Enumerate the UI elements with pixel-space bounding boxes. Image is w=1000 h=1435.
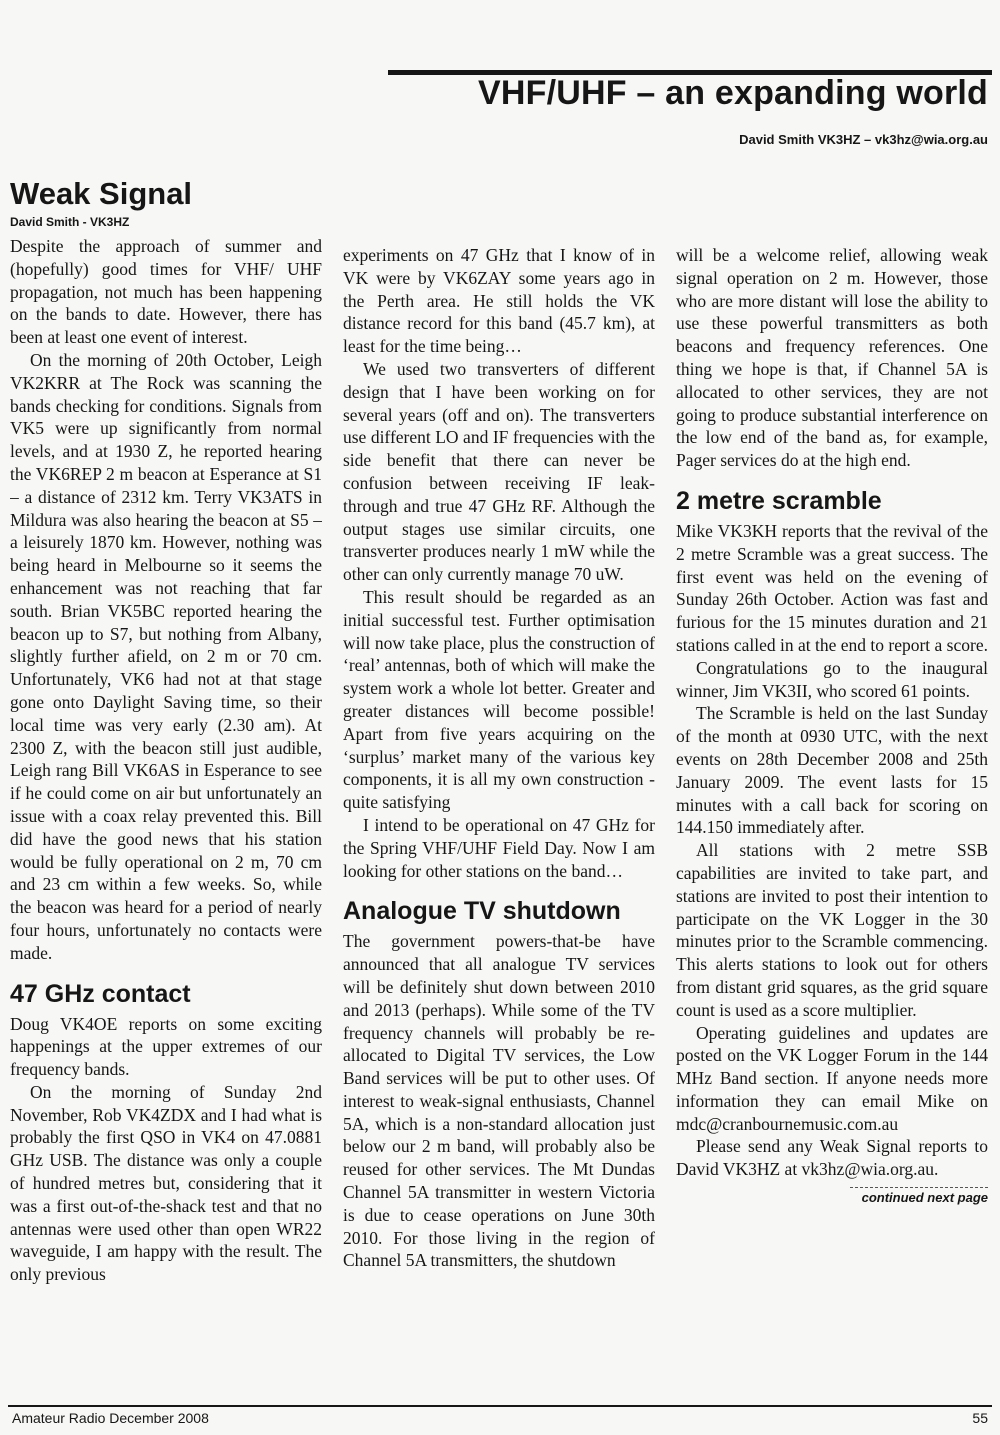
footer-publication: Amateur Radio December 2008	[12, 1410, 209, 1426]
continued-next-page: continued next page	[861, 1190, 988, 1206]
paragraph: On the morning of 20th October, Leigh VK2KRR at The Rock was scanning the bands checking for conditions. Signals from VK5 were up significantly from normal levels, and at 1930 Z, he reported hearing the VK6REP 2 m beacon at Esperance at S1 – a distance of 2312 km. Terry VK3ATS in Mildura was also hearing the beacon at S5 – a leisurely 1870 km. However, nothing was being heard in Melbourne so it seems the enhancement was not reaching that far south. Brian VK5BC reported hearing the beacon up to S7, but nothing from Albany, slightly further afield, on 2 m or 70 cm. Unfortunately, VK6 had not at that stage gone onto Daylight Saving time, so their local time was very early (2.30 am). At 2300 Z, with the beacon still just audible, Leigh rang Bill VK6AS in Esperance to see if he could come on air but unfortunately an issue with a coax relay prevented this. Bill did have the good news that his station would be fully operational on 2 m, 70 cm and 23 cm within a few weeks. So, while the beacon was heard for a period of nearly four hours, unfortunately no contacts were made.	[10, 349, 322, 963]
paragraph: The Scramble is held on the last Sunday of the month at 0930 UTC, with the next events on 28th December 2008 and 25th January 2009. The event lasts for 15 minutes with a call back for scoring on 144.150 immediately after.	[676, 703, 988, 838]
paragraph: This result should be regarded as an initial successful test. Further optimisation will now take place, plus the construction of ‘real’ antennas, both of which will make the system work a whole lot better. Greater and greater distances will become possible! Apart from five years acquiring on the ‘surplus’ market many of the various key components, it is all my own construction - quite satisfying	[343, 586, 655, 813]
section-heading-47ghz: 47 GHz contact	[10, 979, 191, 1008]
section-byline: David Smith - VK3HZ	[10, 215, 130, 229]
footer-rule	[8, 1405, 992, 1407]
paragraph: On the morning of Sunday 2nd November, Rob VK4ZDX and I had what is probably the first QSO in VK4 on 47.0881 GHz USB. The distance was only a couple of hundred metres but, considering that it was a first out-of-the-shack test and that no antennas were used other than open WR22 waveguide, I am happy with the result. The only previous	[10, 1081, 322, 1285]
paragraph: Doug VK4OE reports on some exciting happenings at the upper extremes of our frequency bands.	[10, 1013, 322, 1080]
paragraph: We used two transverters of different design that I have been working on for several years (off and on). The transverters use different LO and IF frequencies with the side benefit that there can never be confusion between receiving IF leak-through and true 47 GHz RF. Although the output stages use similar circuits, one transverter produces nearly 1 mW while the other can only currently manage 70 uW.	[343, 358, 655, 585]
paragraph: Please send any Weak Signal reports to David VK3HZ at vk3hz@wia.org.au.	[676, 1136, 988, 1180]
paragraph: Congratulations go to the inaugural winner, Jim VK3II, who scored 61 points.	[676, 657, 988, 701]
column-byline: David Smith VK3HZ – vk3hz@wia.org.au	[739, 132, 988, 147]
paragraph: Operating guidelines and updates are posted on the VK Logger Forum in the 144 MHz Band section. If anyone needs more information they can email Mike on mdc@cranbournemusic.com.au	[676, 1022, 988, 1134]
paragraph: Mike VK3KH reports that the revival of the 2 metre Scramble was a great success. The first event was held on the evening of Sunday 26th October. Action was fast and furious for the 15 minutes duration and 21 stations called in at the end to report a score.	[676, 520, 988, 655]
paragraph: experiments on 47 GHz that I know of in VK were by VK6ZAY some years ago in the Perth area. He still holds the VK distance record for this band (45.7 km), at least for the time being…	[343, 245, 655, 357]
page-title: VHF/UHF – an expanding world	[478, 74, 988, 112]
page-number: 55	[972, 1410, 988, 1426]
paragraph: I intend to be operational on 47 GHz for the Spring VHF/UHF Field Day. Now I am looking for other stations on the band…	[343, 814, 655, 881]
column-1	[10, 176, 322, 1375]
paragraph: The government powers-that-be have announced that all analogue TV services will be definitely shut down between 2010 and 2013 (perhaps). While some of the TV frequency channels will probably be re-allocated to Digital TV services, the Low Band services will be put to other uses. Of interest to weak-signal enthusiasts, Channel 5A, which is a non-standard allocation just below our 2 m band, will probably also be reused for other services. The Mt Dundas Channel 5A transmitter in western Victoria is due to cease operations on June 30th 2010. For those living in the region of Channel 5A transmitters, the shutdown	[343, 931, 655, 1271]
paragraph: All stations with 2 metre SSB capabilities are invited to take part, and stations are invited to post their intention to participate on the VK Logger in the 30 minutes prior to the Scramble commencing. This alerts stations to look out for others from distant grid squares, as the grid square count is used as a score multiplier.	[676, 840, 988, 1020]
continued-rule	[850, 1187, 988, 1188]
paragraph: Despite the approach of summer and (hopefully) good times for VHF/ UHF propagation, not much has been happening on the bands to date. However, there has been at least one event of interest.	[10, 236, 322, 348]
section-heading-2m-scramble: 2 metre scramble	[676, 486, 882, 515]
column-2	[343, 244, 655, 1375]
section-heading-analogue-tv: Analogue TV shutdown	[343, 897, 621, 926]
section-heading-weak-signal: Weak Signal	[10, 176, 193, 211]
paragraph: will be a welcome relief, allowing weak signal operation on 2 m. However, those who are more distant will lose the ability to use these powerful transmitters as both beacons and frequency references. One thing we hope is that, if Channel 5A is allocated to other services, they are not going to produce substantial interference on the low end of the band as, for example, Pager services do at the high end.	[676, 245, 988, 471]
column-3	[676, 244, 988, 1375]
